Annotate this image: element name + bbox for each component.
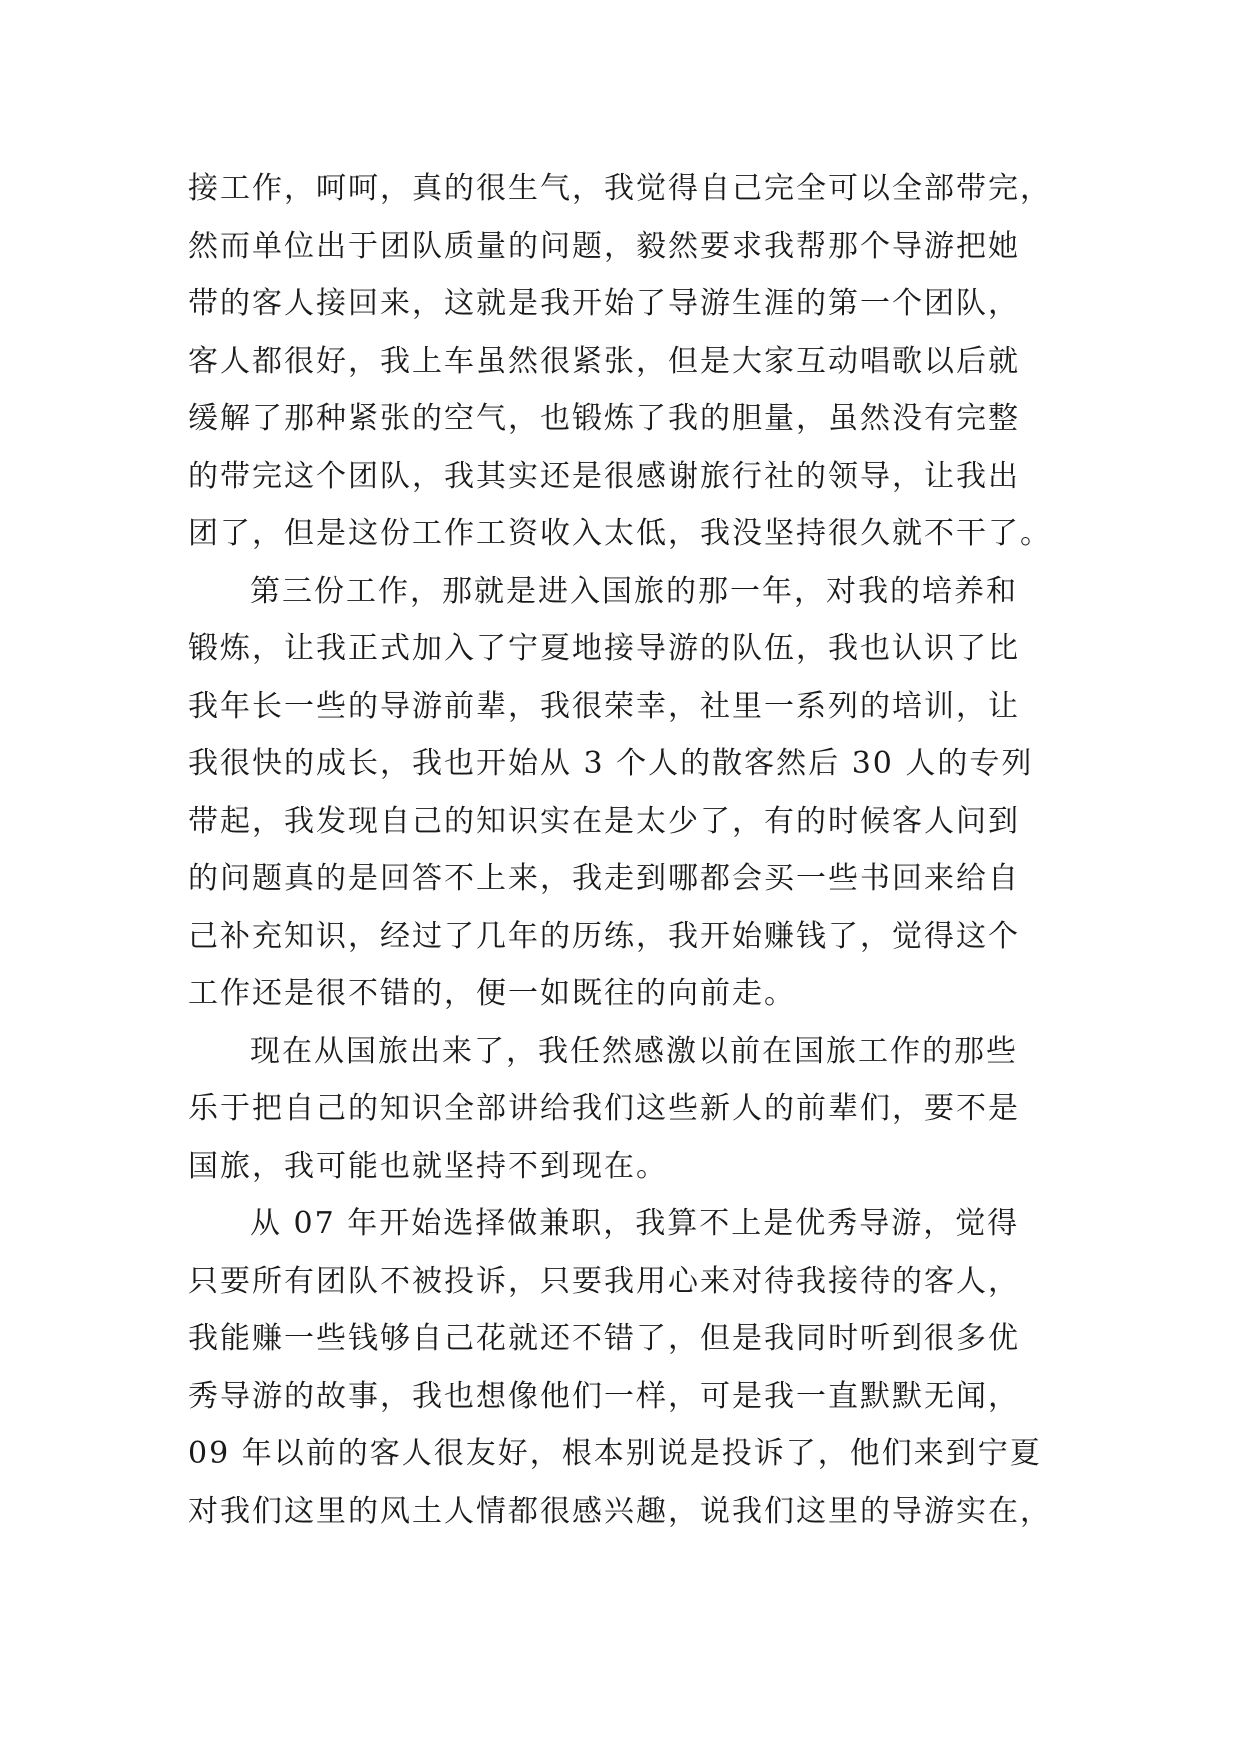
text-line: 只要所有团队不被投诉，只要我用心来对待我接待的客人，: [188, 1263, 1020, 1299]
text-line: 带的客人接回来，这就是我开始了导游生涯的第一个团队，: [188, 286, 1020, 321]
text-line: 锻炼，让我正式加入了宁夏地接导游的队伍，我也认识了比: [188, 631, 1020, 666]
text-line: 工作还是很不错的，便一如既往的向前走。: [188, 976, 796, 1011]
text-line: 的带完这个团队，我其实还是很感谢旅行社的领导，让我出: [188, 458, 1020, 494]
text-line: 团了，但是这份工作工资收入太低，我没坚持很久就不干了。: [188, 516, 1052, 551]
text-line: 现在从国旅出来了，我任然感激以前在国旅工作的那些: [250, 1033, 1018, 1069]
text-line: 国旅，我可能也就坚持不到现在。: [188, 1148, 668, 1184]
text-line: 乐于把自己的知识全部讲给我们这些新人的前辈们，要不是: [188, 1091, 1020, 1126]
text-line: 己补充知识，经过了几年的历练，我开始赚钱了，觉得这个: [188, 918, 1020, 954]
text-line: 我年长一些的导游前辈，我很荣幸，社里一系列的培训，让: [188, 688, 1020, 724]
text-line: 我很快的成长，我也开始从 3 个人的散客然后 30 人的专列: [188, 746, 1034, 781]
text-line: 对我们这里的风土人情都很感兴趣，说我们这里的导游实在，: [188, 1493, 1052, 1529]
text-line: 第三份工作，那就是进入国旅的那一年，对我的培养和: [250, 573, 1018, 609]
text-line: 客人都很好，我上车虽然很紧张，但是大家互动唱歌以后就: [188, 343, 1020, 379]
body-text: [188, 160, 1068, 1540]
text-line: 秀导游的故事，我也想像他们一样，可是我一直默默无闻，: [188, 1378, 1020, 1414]
text-line: 然而单位出于团队质量的问题，毅然要求我帮那个导游把她: [188, 228, 1020, 264]
text-line: 带起，我发现自己的知识实在是太少了，有的时候客人问到: [188, 803, 1020, 839]
text-line: 缓解了那种紧张的空气，也锻炼了我的胆量，虽然没有完整: [188, 401, 1020, 436]
text-line: 我能赚一些钱够自己花就还不错了，但是我同时听到很多优: [188, 1321, 1020, 1356]
text-line: 从 07 年开始选择做兼职，我算不上是优秀导游，觉得: [250, 1206, 1020, 1241]
text-line: 的问题真的是回答不上来，我走到哪都会买一些书回来给自: [188, 861, 1020, 896]
text-line: 接工作，呵呵，真的很生气，我觉得自己完全可以全部带完，: [188, 171, 1052, 206]
text-line: 09 年以前的客人很友好，根本别说是投诉了，他们来到宁夏: [188, 1436, 1042, 1471]
